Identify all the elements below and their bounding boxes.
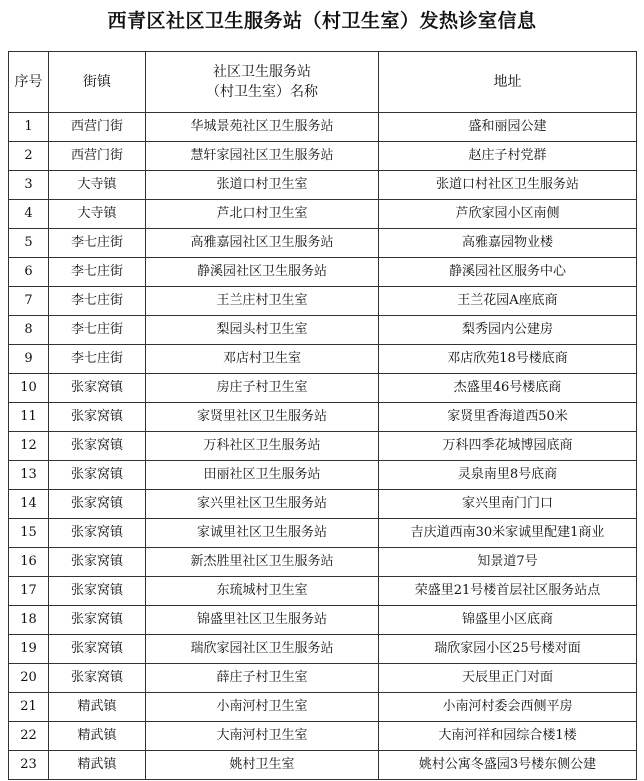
page-title: 西青区社区卫生服务站（村卫生室）发热诊室信息 [107, 10, 537, 32]
cell-no: 16 [9, 548, 49, 577]
cell-street: 张家窝镇 [49, 461, 146, 490]
cell-station: 瑞欣家园社区卫生服务站 [146, 635, 379, 664]
cell-address: 家兴里南门门口 [379, 490, 637, 519]
cell-no: 18 [9, 606, 49, 635]
cell-address: 知景道7号 [379, 548, 637, 577]
cell-station: 家兴里社区卫生服务站 [146, 490, 379, 519]
cell-no: 23 [9, 751, 49, 780]
cell-station: 锦盛里社区卫生服务站 [146, 606, 379, 635]
cell-no: 7 [9, 287, 49, 316]
cell-no: 4 [9, 200, 49, 229]
cell-station: 华城景苑社区卫生服务站 [146, 113, 379, 142]
cell-address: 瑞欣家园小区25号楼对面 [379, 635, 637, 664]
cell-station: 静溪园社区卫生服务站 [146, 258, 379, 287]
table-row [9, 577, 637, 606]
cell-street: 张家窝镇 [49, 374, 146, 403]
cell-street: 精武镇 [49, 751, 146, 780]
cell-station: 东琉城村卫生室 [146, 577, 379, 606]
header-station [146, 52, 379, 113]
table-row [9, 722, 637, 751]
table-row [9, 345, 637, 374]
header-station-line2: （村卫生室）名称 [206, 84, 318, 100]
cell-street: 张家窝镇 [49, 577, 146, 606]
cell-station: 家诚里社区卫生服务站 [146, 519, 379, 548]
table-body [9, 113, 637, 780]
cell-no: 8 [9, 316, 49, 345]
cell-address: 张道口村社区卫生服务站 [379, 171, 637, 200]
table-row [9, 461, 637, 490]
table-row [9, 113, 637, 142]
cell-station: 田丽社区卫生服务站 [146, 461, 379, 490]
table-row [9, 490, 637, 519]
cell-no: 10 [9, 374, 49, 403]
cell-station: 芦北口村卫生室 [146, 200, 379, 229]
cell-no: 3 [9, 171, 49, 200]
cell-street: 张家窝镇 [49, 548, 146, 577]
cell-station: 梨园头村卫生室 [146, 316, 379, 345]
cell-station: 张道口村卫生室 [146, 171, 379, 200]
cell-no: 21 [9, 693, 49, 722]
cell-street: 张家窝镇 [49, 403, 146, 432]
table-row [9, 287, 637, 316]
cell-no: 5 [9, 229, 49, 258]
cell-street: 张家窝镇 [49, 490, 146, 519]
cell-street: 张家窝镇 [49, 664, 146, 693]
cell-street: 张家窝镇 [49, 519, 146, 548]
header-street: 街镇 [49, 52, 146, 113]
cell-station: 房庄子村卫生室 [146, 374, 379, 403]
cell-street: 大寺镇 [49, 200, 146, 229]
cell-no: 6 [9, 258, 49, 287]
cell-station: 大南河村卫生室 [146, 722, 379, 751]
table-row [9, 200, 637, 229]
cell-street: 西营门街 [49, 113, 146, 142]
table-row [9, 374, 637, 403]
table-row [9, 548, 637, 577]
cell-address: 天辰里正门对面 [379, 664, 637, 693]
cell-address: 王兰花园A座底商 [379, 287, 637, 316]
cell-address: 高雅嘉园物业楼 [379, 229, 637, 258]
table-row [9, 229, 637, 258]
clinic-table [8, 51, 637, 780]
cell-street: 张家窝镇 [49, 432, 146, 461]
cell-no: 12 [9, 432, 49, 461]
cell-station: 万科社区卫生服务站 [146, 432, 379, 461]
cell-street: 张家窝镇 [49, 635, 146, 664]
cell-no: 11 [9, 403, 49, 432]
cell-address: 邓店欣苑18号楼底商 [379, 345, 637, 374]
cell-address: 荣盛里21号楼首层社区服务站点 [379, 577, 637, 606]
table-header-row [9, 52, 637, 113]
cell-street: 张家窝镇 [49, 606, 146, 635]
cell-address: 吉庆道西南30米家诚里配建1商业 [379, 519, 637, 548]
cell-station: 新杰胜里社区卫生服务站 [146, 548, 379, 577]
cell-no: 20 [9, 664, 49, 693]
cell-address: 姚村公寓冬盛园3号楼东侧公建 [379, 751, 637, 780]
cell-street: 西营门街 [49, 142, 146, 171]
cell-street: 大寺镇 [49, 171, 146, 200]
cell-street: 李七庄街 [49, 287, 146, 316]
cell-address: 赵庄子村党群 [379, 142, 637, 171]
cell-address: 梨秀园内公建房 [379, 316, 637, 345]
cell-station: 邓店村卫生室 [146, 345, 379, 374]
table-row [9, 316, 637, 345]
cell-address: 大南河祥和园综合楼1楼 [379, 722, 637, 751]
header-station-line1: 社区卫生服务站 [213, 64, 311, 80]
header-no: 序号 [9, 52, 49, 113]
table-row [9, 693, 637, 722]
table-row [9, 519, 637, 548]
cell-street: 李七庄街 [49, 316, 146, 345]
table-row [9, 635, 637, 664]
cell-no: 19 [9, 635, 49, 664]
cell-address: 盛和丽园公建 [379, 113, 637, 142]
cell-no: 1 [9, 113, 49, 142]
cell-station: 薛庄子村卫生室 [146, 664, 379, 693]
cell-address: 杰盛里46号楼底商 [379, 374, 637, 403]
cell-no: 15 [9, 519, 49, 548]
table-row [9, 432, 637, 461]
table-row [9, 142, 637, 171]
table-row [9, 403, 637, 432]
table-row [9, 606, 637, 635]
cell-no: 22 [9, 722, 49, 751]
cell-address: 灵泉南里8号底商 [379, 461, 637, 490]
table-row [9, 258, 637, 287]
cell-no: 17 [9, 577, 49, 606]
cell-street: 李七庄街 [49, 345, 146, 374]
cell-station: 慧轩家园社区卫生服务站 [146, 142, 379, 171]
cell-street: 李七庄街 [49, 258, 146, 287]
cell-station: 王兰庄村卫生室 [146, 287, 379, 316]
cell-station: 小南河村卫生室 [146, 693, 379, 722]
cell-address: 芦欣家园小区南侧 [379, 200, 637, 229]
cell-no: 14 [9, 490, 49, 519]
cell-no: 9 [9, 345, 49, 374]
cell-address: 小南河村委会西侧平房 [379, 693, 637, 722]
cell-street: 精武镇 [49, 693, 146, 722]
cell-street: 精武镇 [49, 722, 146, 751]
table-row [9, 751, 637, 780]
header-address: 地址 [379, 52, 637, 113]
cell-station: 家贤里社区卫生服务站 [146, 403, 379, 432]
cell-station: 高雅嘉园社区卫生服务站 [146, 229, 379, 258]
cell-address: 静溪园社区服务中心 [379, 258, 637, 287]
cell-address: 万科四季花城博园底商 [379, 432, 637, 461]
table-row [9, 171, 637, 200]
cell-street: 李七庄街 [49, 229, 146, 258]
cell-station: 姚村卫生室 [146, 751, 379, 780]
cell-address: 家贤里香海道西50米 [379, 403, 637, 432]
table-row [9, 664, 637, 693]
cell-no: 13 [9, 461, 49, 490]
cell-address: 锦盛里小区底商 [379, 606, 637, 635]
cell-no: 2 [9, 142, 49, 171]
